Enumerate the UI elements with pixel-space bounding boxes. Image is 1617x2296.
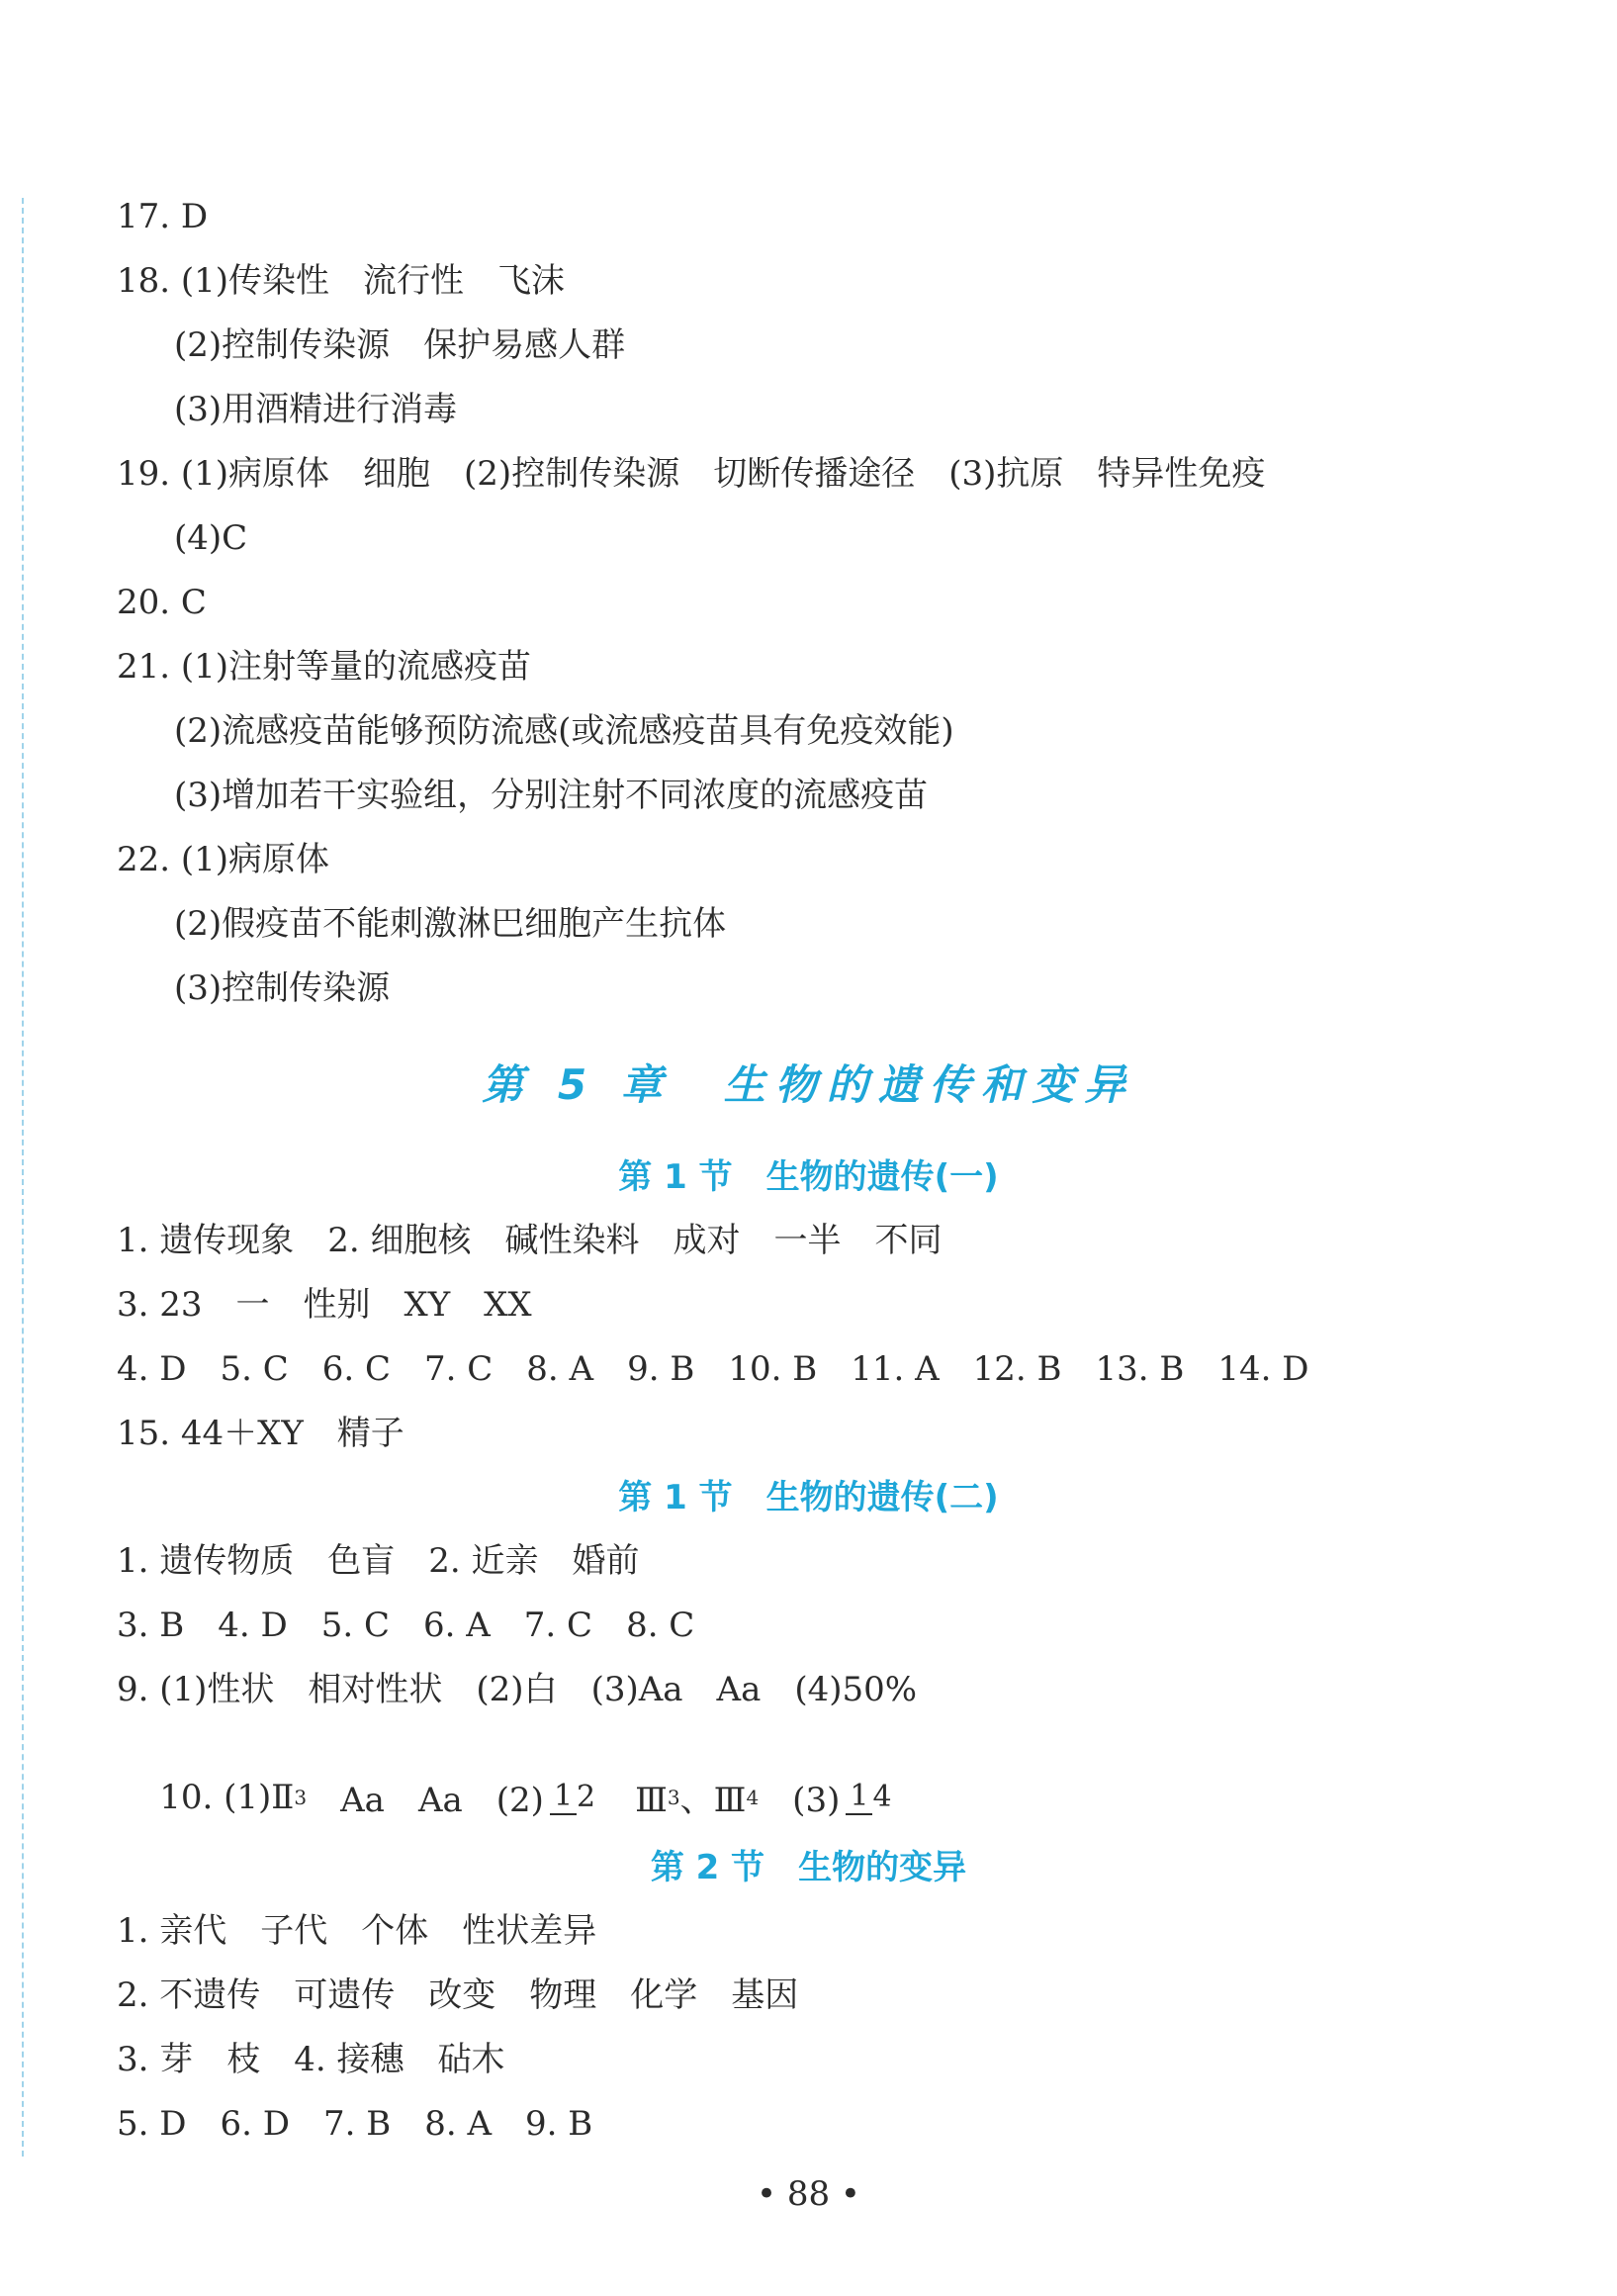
- answer-line: 2. 不遗传 可遗传 改变 物理 化学 基因: [117, 1975, 799, 2015]
- answer-line: 15. 44＋XY 精子: [117, 1414, 404, 1453]
- answer-line: (3)控制传染源: [174, 968, 391, 1008]
- answer-line: 1. 遗传物质 色盲 2. 近亲 婚前: [117, 1541, 640, 1581]
- answer-line-fractions: [117, 1733, 898, 1861]
- fraction: [846, 1780, 891, 1815]
- q10-text: (3): [759, 1781, 841, 1820]
- answer-line: 22. (1)病原体: [117, 840, 330, 879]
- section-title: 第 1 节 生物的遗传(一): [618, 1157, 999, 1197]
- answer-line: 17. D: [117, 197, 209, 236]
- subscript: 3: [294, 1785, 308, 1809]
- answer-line: (2)流感疫苗能够预防流感(或流感疫苗具有免疫效能): [174, 711, 954, 751]
- answer-line: 3. 23 一 性别 XY XX: [117, 1285, 532, 1325]
- answer-line: 3. 芽 枝 4. 接穗 砧木: [117, 2040, 505, 2079]
- answer-line: 1. 亲代 子代 个体 性状差异: [117, 1911, 597, 1951]
- q10-text: Aa Aa (2): [307, 1781, 544, 1820]
- answer-line: 18. (1)传染性 流行性 飞沫: [117, 261, 566, 301]
- answer-line: 5. D 6. D 7. B 8. A 9. B: [117, 2104, 593, 2144]
- answer-line: 19. (1)病原体 细胞 (2)控制传染源 切断传播途径 (3)抗原 特异性免疫: [117, 454, 1266, 494]
- subscript: 3: [667, 1785, 680, 1809]
- fraction-numerator: 1: [550, 1780, 577, 1815]
- chapter-title: 第 5 章 生物的遗传和变异: [482, 1060, 1135, 1109]
- q10-prefix: 10. (1)Ⅱ: [159, 1777, 295, 1817]
- answer-line: (3)增加若干实验组，分别注射不同浓度的流感疫苗: [174, 776, 929, 815]
- answer-line: 9. (1)性状 相对性状 (2)白 (3)Aa Aa (4)50%: [117, 1670, 918, 1709]
- fraction-denominator: 4: [872, 1779, 892, 1814]
- answer-line: 21. (1)注射等量的流感疫苗: [117, 647, 532, 687]
- answer-line: (4)C: [174, 518, 248, 558]
- answer-line: 3. B 4. D 5. C 6. A 7. C 8. C: [117, 1606, 695, 1645]
- fraction-denominator: 2: [577, 1779, 596, 1814]
- section-title: 第 2 节 生物的变异: [650, 1848, 967, 1887]
- answer-line: 4. D 5. C 6. C 7. C 8. A 9. B 10. B 11. A 12. B 13. B 14. D: [117, 1349, 1309, 1389]
- answer-line: 1. 遗传现象 2. 细胞核 碱性染料 成对 一半 不同: [117, 1221, 943, 1260]
- answer-line: (3)用酒精进行消毒: [174, 390, 458, 429]
- answer-line: (2)控制传染源 保护易感人群: [174, 325, 626, 365]
- section-title: 第 1 节 生物的遗传(二): [618, 1478, 999, 1517]
- q10-text: 、Ⅲ: [679, 1781, 747, 1820]
- fraction: [550, 1780, 595, 1815]
- answer-line: (2)假疫苗不能刺激淋巴细胞产生抗体: [174, 904, 727, 944]
- q10-text: Ⅲ: [601, 1781, 668, 1820]
- answer-line: 20. C: [117, 583, 207, 622]
- page-number: • 88 •: [757, 2174, 860, 2214]
- subscript: 4: [746, 1785, 760, 1809]
- fraction-numerator: 1: [846, 1780, 872, 1815]
